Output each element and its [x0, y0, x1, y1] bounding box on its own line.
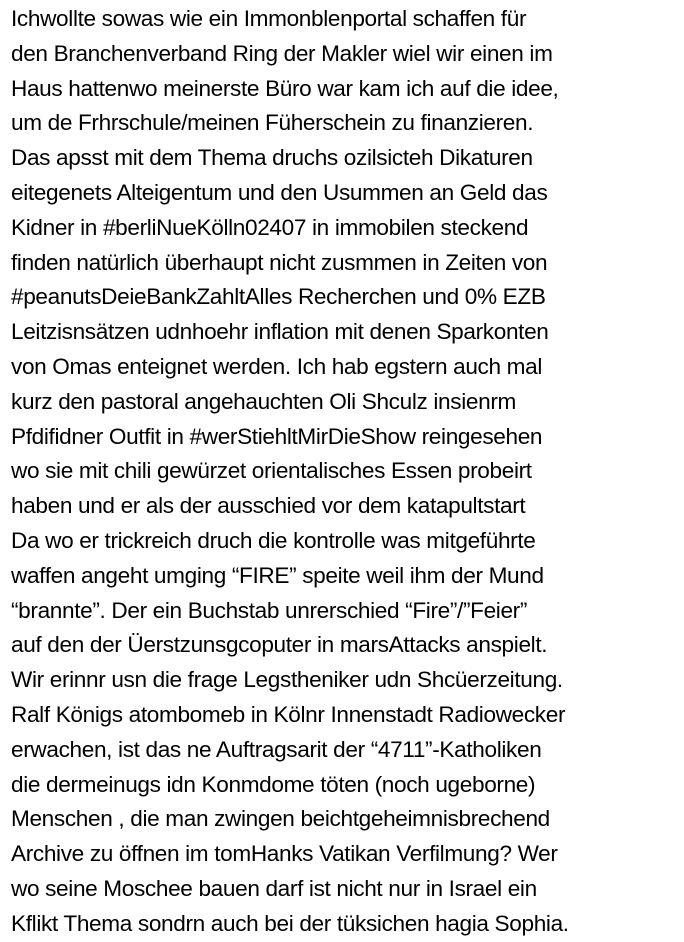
- text-line-15: haben und er als der ausschied vor dem katapultstart: [11, 493, 526, 519]
- text-line-17: waffen angeht umging “FIRE” speite weil ihm der Mund: [11, 562, 544, 588]
- text-line-25: Archive zu öffnen im tomHanks Vatikan Verfilmung? Wer: [11, 841, 558, 867]
- text-line-9: #peanutsDeieBankZahltAlles Recherchen und 0% EZB: [11, 284, 546, 310]
- text-line-10: Leitzisnsätzen udnhoehr inflation mit denen Sparkonten: [11, 319, 549, 345]
- text-line-1: Ichwollte sowas wie ein Immonblenportal schaffen für: [11, 6, 527, 31]
- body-text: [11, 2, 683, 942]
- text-line-13: Pfdifidner Outfit in #werStiehltMirDieShow reingesehen: [11, 423, 543, 449]
- text-line-12: kurz den pastoral angehauchten Oli Shculz insienrm: [11, 388, 516, 414]
- text-line-6: eitegenets Alteigentum und den Usummen an Geld das: [11, 179, 548, 205]
- text-line-3: Haus hattenwo meinerste Büro war kam ich auf die idee,: [11, 75, 559, 101]
- text-line-8: finden natürlich überhaupt nicht zusmmen in Zeiten von: [11, 249, 548, 275]
- text-line-24: Menschen , die man zwingen beichtgeheimnisbrechend: [11, 806, 550, 832]
- text-line-4: um de Frhrschule/meinen Füherschein zu finanzieren.: [11, 110, 534, 136]
- text-line-19: auf den der Üerstzunsgcoputer in marsAttacks anspielt.: [11, 632, 548, 658]
- text-line-22: erwachen, ist das ne Auftragsarit der “4711”-Katholiken: [11, 736, 542, 762]
- text-line-27: Kflikt Thema sondrn auch bei der tüksichen hagia Sophia.: [11, 910, 569, 936]
- text-line-14: wo sie mit chili gewürzet orientalisches Essen probeirt: [11, 458, 532, 484]
- text-line-11: von Omas enteignet werden. Ich hab egstern auch mal: [11, 353, 542, 379]
- text-line-23: die dermeinugs idn Konmdome töten (noch ugeborne): [11, 771, 536, 797]
- text-line-20: Wir erinnr usn die frage Legstheniker udn Shcüerzeitung.: [11, 667, 563, 693]
- text-line-26: wo seine Moschee bauen darf ist nicht nur in Israel ein: [11, 875, 537, 901]
- text-line-21: Ralf Königs atombomeb in Kölnr Innenstadt Radiowecker: [11, 701, 566, 727]
- text-line-16: Da wo er trickreich druch die kontrolle was mitgeführte: [11, 527, 536, 553]
- text-line-2: den Branchenverband Ring der Makler wiel wir einen im: [11, 40, 553, 66]
- text-line-18: “brannte”. Der ein Buchstab unrerschied “Fire”/”Feier”: [11, 597, 528, 623]
- text-line-5: Das apsst mit dem Thema druchs ozilsicteh Dikaturen: [11, 145, 533, 171]
- text-line-7: Kidner in #berliNueKölln02407 in immobilen steckend: [11, 214, 529, 240]
